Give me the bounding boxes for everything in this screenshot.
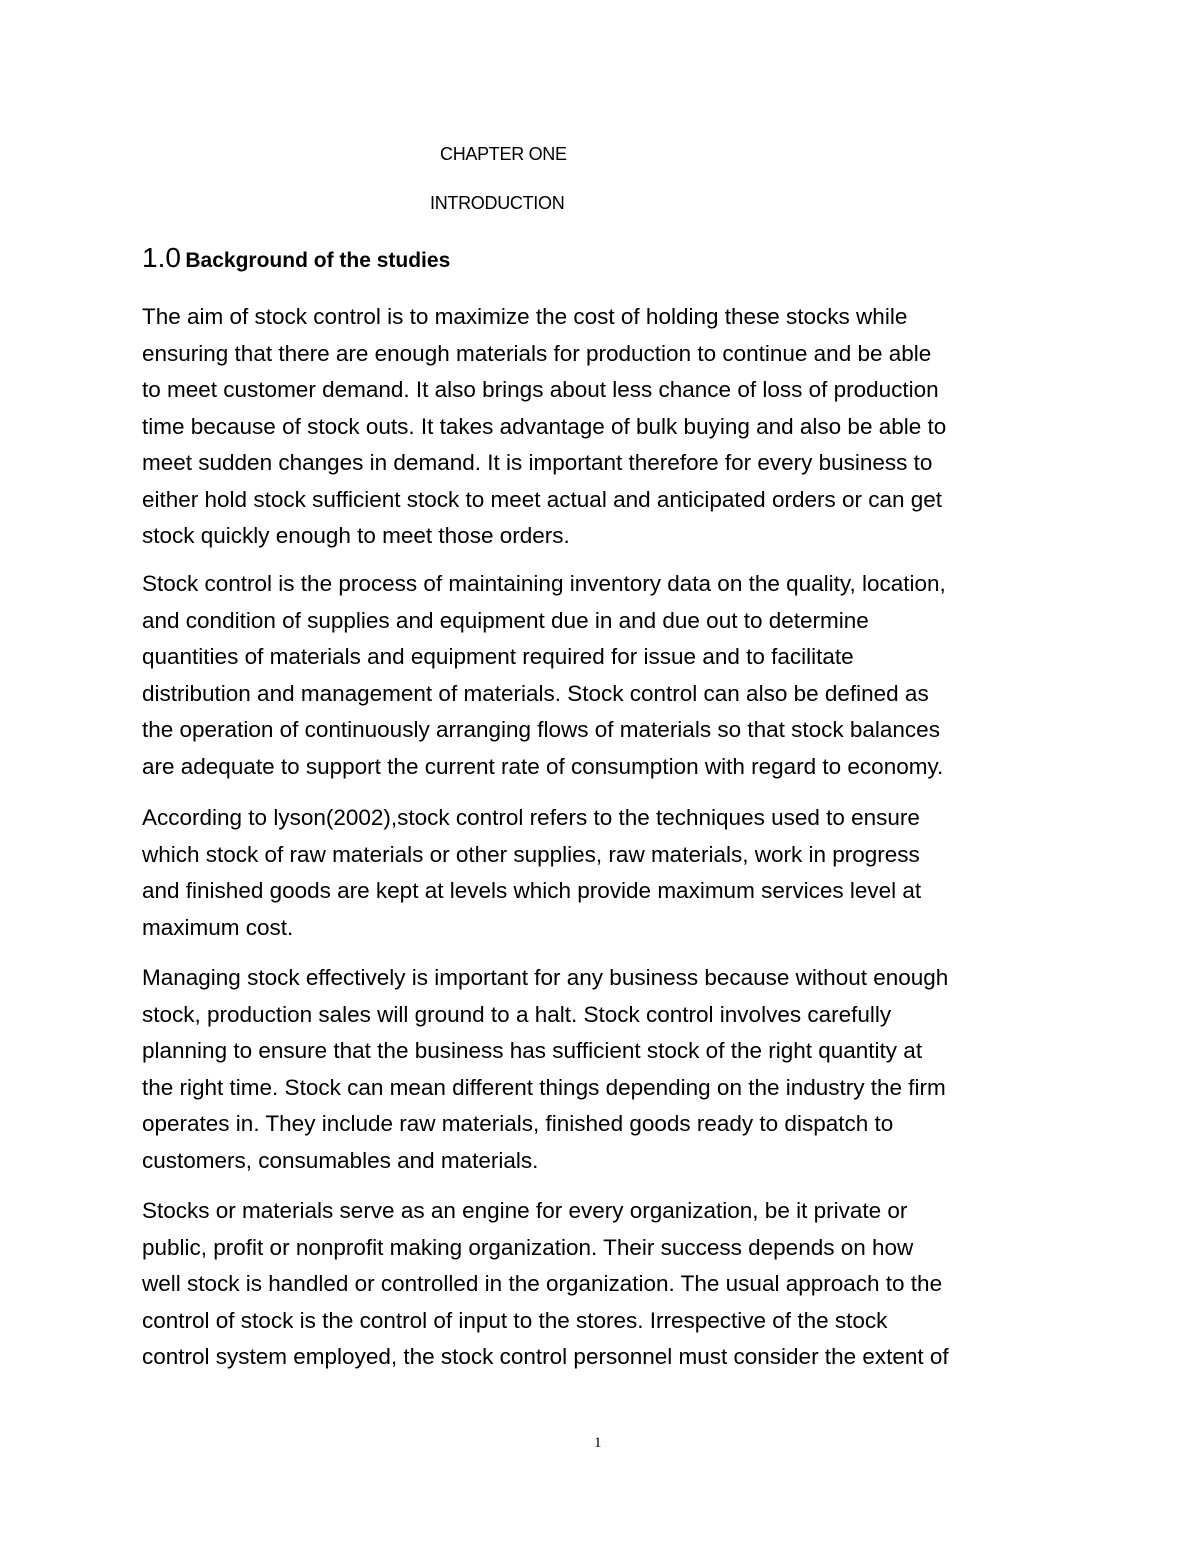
section-number: 1.0 <box>142 242 181 273</box>
paragraph-5 <box>142 1193 1062 1376</box>
text-line: quantities of materials and equipment required for issue and to facilitate <box>142 644 854 669</box>
text-line: operates in. They include raw materials, finished goods ready to dispatch to <box>142 1111 894 1136</box>
text-line: to meet customer demand. It also brings about less chance of loss of production <box>142 377 939 402</box>
text-line: Managing stock effectively is important for any business because without enough <box>142 965 949 990</box>
text-line: Stocks or materials serve as an engine for every organization, be it private or <box>142 1198 908 1223</box>
text-line: the right time. Stock can mean different things depending on the industry the firm <box>142 1074 946 1100</box>
text-line: distribution and management of materials. Stock control can also be defined as <box>142 680 929 706</box>
text-line: either hold stock sufficient stock to meet actual and anticipated orders or can get <box>142 486 943 512</box>
text-line: customers, consumables and materials. <box>142 1147 539 1173</box>
text-line: stock quickly enough to meet those orders. <box>142 523 570 548</box>
text-line: time because of stock outs. It takes advantage of bulk buying and also be able to <box>142 413 947 439</box>
text-line: are adequate to support the current rate of consumption with regard to economy. <box>142 753 944 779</box>
section-title: Background of the studies <box>185 249 451 272</box>
text-line: planning to ensure that the business has sufficient stock of the right quantity at <box>142 1038 923 1063</box>
paragraph-4 <box>142 960 1062 1179</box>
text-line: control system employed, the stock control personnel must consider the extent of <box>142 1344 949 1369</box>
text-line: maximum cost. <box>142 914 294 940</box>
text-line: and condition of supplies and equipment due in and due out to determine <box>142 607 869 633</box>
text-line: ensuring that there are enough materials for production to continue and be able <box>142 340 932 366</box>
page-number: 1 <box>594 1435 602 1451</box>
text-line: The aim of stock control is to maximize the cost of holding these stocks while <box>142 304 908 329</box>
text-line: According to lyson(2002),stock control refers to the techniques used to ensure <box>142 805 920 830</box>
text-line: and finished goods are kept at levels which provide maximum services level at <box>142 878 922 903</box>
text-line: stock, production sales will ground to a halt. Stock control involves carefully <box>142 1001 892 1027</box>
text-line: public, profit or nonprofit making organization. Their success depends on how <box>142 1234 914 1260</box>
chapter-title: CHAPTER ONE <box>440 144 567 164</box>
paragraph-2 <box>142 566 1062 785</box>
paragraph-3 <box>142 800 1062 946</box>
text-line: Stock control is the process of maintaining inventory data on the quality, location, <box>142 571 946 596</box>
chapter-subtitle: INTRODUCTION <box>430 193 565 213</box>
paragraph-1 <box>142 299 1062 555</box>
text-line: the operation of continuously arranging flows of materials so that stock balances <box>142 717 940 742</box>
text-line: meet sudden changes in demand. It is important therefore for every business to <box>142 450 933 475</box>
text-line: control of stock is the control of input to the stores. Irrespective of the stock <box>142 1307 888 1333</box>
text-line: which stock of raw materials or other supplies, raw materials, work in progress <box>142 841 920 867</box>
section-heading <box>142 242 450 274</box>
text-line: well stock is handled or controlled in the organization. The usual approach to the <box>142 1271 943 1296</box>
